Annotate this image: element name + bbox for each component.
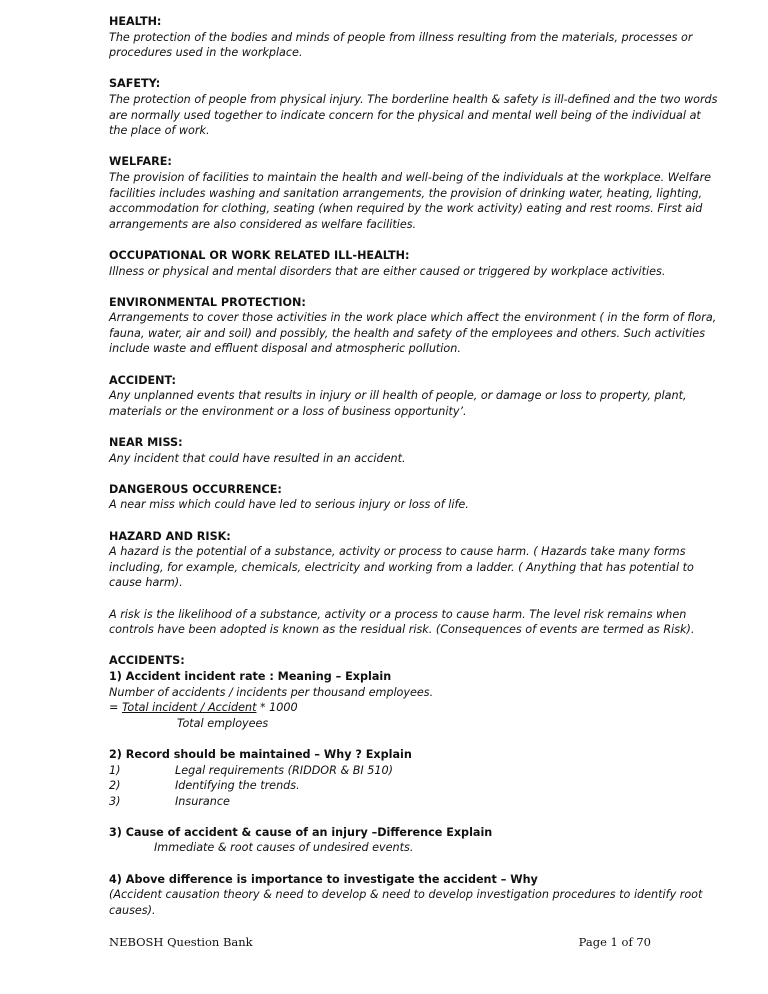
- question-answer: Immediate & root causes of undesired events.: [154, 841, 414, 855]
- list-item: [109, 778, 721, 794]
- section-text: Arrangements to cover those activities in the work place which affect the environment ( in the form of flora, fauna, water, air and soil) and possibly, the health and safety of the employees and others. Such activities include waste and effluent disposal and atmospheric pollution.: [109, 311, 717, 356]
- section-occupational-ill-health: [109, 248, 721, 279]
- section-heading: OCCUPATIONAL OR WORK RELATED ILL-HEALTH:: [109, 248, 410, 262]
- question-title: 2) Record should be maintained – Why ? Explain: [109, 747, 412, 761]
- question-answer: Number of accidents / incidents per thousand employees.: [109, 685, 434, 699]
- section-near-miss: [109, 435, 721, 466]
- section-accident: [109, 373, 721, 420]
- section-safety: [109, 76, 721, 138]
- section-text: A hazard is the potential of a substance, activity or process to cause harm. ( Hazards take many forms including, for example, chemicals, electricity and working from a ladder. ( Anything that has potential to cause harm).: [109, 545, 694, 590]
- section-heading: SAFETY:: [109, 77, 161, 91]
- list-item-text: Insurance: [175, 794, 230, 808]
- section-text: Any unplanned events that results in injury or ill health of people, or damage or loss to property, plant, materials or the environment or a loss of business opportunity’.: [109, 389, 687, 418]
- list-item-text: Legal requirements (RIDDOR & BI 510): [175, 763, 393, 777]
- formula-multiplier: * 1000: [256, 701, 298, 715]
- section-heading: NEAR MISS:: [109, 436, 183, 450]
- list-item-number: 1): [109, 763, 121, 777]
- section-heading: HAZARD AND RISK:: [109, 529, 231, 543]
- page-content: [109, 14, 721, 934]
- accidents-heading: ACCIDENTS:: [109, 654, 185, 668]
- section-dangerous-occurrence: [109, 482, 721, 513]
- page-number: Page 1 of 70: [578, 935, 651, 949]
- list-item: [109, 794, 721, 810]
- footer-title: NEBOSH Question Bank: [109, 935, 253, 949]
- accidents-q1: [109, 653, 721, 731]
- section-text: Any incident that could have resulted in an accident.: [109, 451, 406, 465]
- list-item-text: Identifying the trends.: [175, 779, 300, 793]
- list-item-number: 2): [109, 779, 121, 793]
- section-text: A near miss which could have led to serious injury or loss of life.: [109, 498, 469, 512]
- accidents-q4: [109, 872, 721, 919]
- section-heading: DANGEROUS OCCURRENCE:: [109, 482, 282, 496]
- section-text: The protection of people from physical injury. The borderline health & safety is ill-defined and the two words are normally used together to indicate concern for the physical and mental well being of the individual at the place of work.: [109, 92, 718, 138]
- accidents-q2: [109, 747, 721, 809]
- accidents-q3: [109, 825, 721, 856]
- section-environmental-protection: [109, 295, 721, 357]
- question-title: 1) Accident incident rate : Meaning – Explain: [109, 669, 392, 683]
- question-answer: (Accident causation theory & need to develop & need to develop investigation procedures to identify root causes).: [109, 888, 703, 917]
- risk-paragraph: A risk is the likelihood of a substance, activity or a process to cause harm. The level risk remains when controls have been adopted is known as the residual risk. (Consequences of events are termed as Risk).: [109, 607, 695, 637]
- section-heading: HEALTH:: [109, 15, 162, 28]
- section-heading: WELFARE:: [109, 155, 172, 169]
- formula: [109, 700, 721, 716]
- section-health: [109, 14, 721, 61]
- list-item-number: 3): [109, 794, 121, 808]
- section-text: Illness or physical and mental disorders that are either caused or triggered by workplace activities.: [109, 264, 666, 278]
- formula-numerator: Total incident / Accident: [121, 701, 257, 715]
- section-heading: ENVIRONMENTAL PROTECTION:: [109, 295, 306, 309]
- question-title: 3) Cause of accident & cause of an injury –Difference Explain: [109, 825, 493, 839]
- formula-prefix: =: [109, 701, 122, 715]
- formula-denominator: Total employees: [177, 716, 269, 730]
- list-item: [109, 763, 721, 779]
- section-heading: ACCIDENT:: [109, 373, 177, 387]
- question-title: 4) Above difference is importance to investigate the accident – Why: [109, 872, 538, 886]
- page-footer: [109, 935, 651, 949]
- section-hazard-and-risk: [109, 529, 721, 591]
- section-welfare: [109, 154, 721, 232]
- section-text: The provision of facilities to maintain the health and well-being of the individuals at the workplace. Welfare facilities includes washing and sanitation arrangements, the provision of drinking water, heating, lighting, accommodation for clothing, seating (when required by the work activity) eating and rest rooms. First aid arrangements are also considered as welfare facilities.: [109, 170, 712, 231]
- section-text: The protection of the bodies and minds of people from illness resulting from the materials, processes or procedures used in the workplace.: [109, 30, 693, 60]
